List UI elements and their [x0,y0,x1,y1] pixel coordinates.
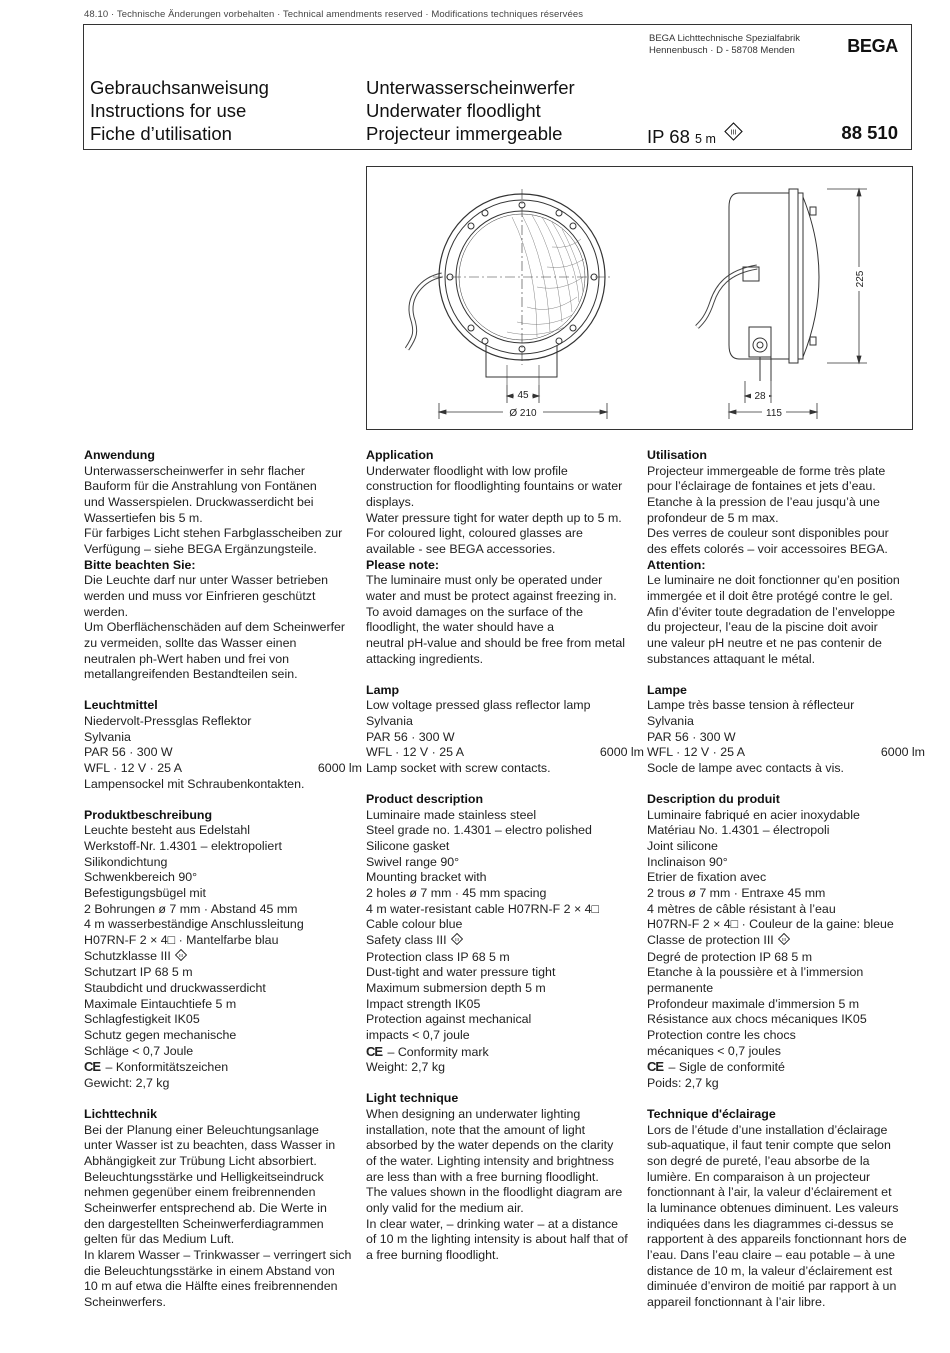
column-german [84,448,362,1311]
light-technique-text-line: unter Wasser ist zu beachten, dass Wasser in [84,1138,336,1153]
application-text-line: displays. [366,494,415,509]
application-text-line: Für farbiges Licht stehen Farbglasscheiben zur [84,526,343,541]
application-text-line: Etanche à la pression de l’eau jusqu’à une [647,494,880,509]
light-technique-text-line: only valid for the medium air. [366,1201,524,1216]
lamp-luminous-flux: 6000 lm [317,760,362,775]
product-text-line: Etrier de fixation avec [647,870,767,885]
note-text-line: neutral pH-value and should be free from metal [366,635,625,650]
front-dim-bracket: 45 [517,390,529,401]
lamp-socket-text: Socle de lampe avec contacts à vis. [647,760,844,775]
weight-text: Gewicht: 2,7 kg [84,1075,170,1090]
protection-class-text: Schutzklasse III [84,948,171,963]
light-technique-text-line: Scheinwerfer entsprechend ab. Die Werte in [84,1201,327,1216]
protection-class-iii-icon [175,949,187,966]
light-technique-heading: Light technique [366,1091,459,1106]
light-technique-text-line: appareil fonctionnant à l’air libre. [647,1294,826,1309]
product-text-line: Impact strength IK05 [366,996,481,1011]
light-technique-text-line: Abhängigkeit zur Trübung Licht absorbiert. [84,1154,317,1169]
light-technique-text-line: are less than with a free burning floodlight. [366,1169,599,1184]
application-text-line: pour l’éclairage de fontaines et jets d’eau. [647,479,876,494]
light-technique-text-line: lumière. En comparaison à un projecteur [647,1169,871,1184]
product-text-line: 2 Bohrungen ø 7 mm · Abstand 45 mm [84,901,298,916]
protection-class-text: Safety class III [366,933,447,948]
lamp-electrical-rating: WFL · 12 V · 25 A [366,745,465,760]
note-text-line: une valeur pH neutre et ne pas contenir de [647,635,882,650]
product-text-line: Protection against mechanical [366,1012,532,1027]
lamp-heading: Lampe [647,682,687,697]
lamp-text-line: Lampe très basse tension à réflecteur [647,698,855,713]
product-text-line: 4 m wasserbeständige Anschlussleitung [84,917,304,932]
product-text-line: Werkstoff-Nr. 1.4301 – elektropoliert [84,839,282,854]
application-text-line: profondeur de 5 m max. [647,510,779,525]
product-text-line: Mounting bracket with [366,870,487,885]
doc-title-de: Gebrauchsanweisung [90,77,269,98]
protection-class-line [84,949,362,966]
light-technique-text-line: In clear water, – drinking water – at a distance [366,1216,619,1231]
light-technique-text-line: 10 m auf etwa die Hälfte eines freibrennenden [84,1279,338,1294]
lamp-text-line: Sylvania [366,714,413,728]
light-technique-text-line: Bei der Planung einer Beleuchtungsanlage [84,1122,319,1137]
product-text-line: H07RN-F 2 × 4□ · Mantelfarbe blau [84,933,279,948]
product-text-line: mécaniques < 0,7 joules [647,1043,781,1058]
product-title-en: Underwater floodlight [366,100,541,121]
application-text-line: Unterwasserscheinwerfer in sehr flacher [84,463,306,478]
ce-mark-icon: CE [366,1043,383,1059]
product-text-line: Résistance aux chocs mécaniques IK05 [647,1012,867,1027]
product-titles [366,76,575,145]
ce-mark-text: – Sigle de conformité [665,1060,785,1075]
product-text-line: Schwenkbereich 90° [84,870,198,885]
product-text-line: Leuchte besteht aus Edelstahl [84,823,251,838]
ce-mark-icon: CE [647,1059,664,1075]
lamp-text-line: Sylvania [647,714,694,728]
light-technique-text-line: son degré de pureté, l’eau absorbe de la [647,1154,870,1169]
revision-note: 48.10 · Technische Änderungen vorbehalten · Technical amendments reserved · Modifications techniques réservées [84,9,584,20]
lamp-text-line: PAR 56 · 300 W [84,745,173,760]
document-header [83,24,912,150]
application-text-line: Water pressure tight for water depth up to 5 m. [366,510,622,525]
section-gap [366,667,644,683]
note-text-line: du projecteur, l’eau de la piscine doit avoir [647,620,878,635]
application-heading: Application [366,448,434,462]
light-technique-text-line: sub-aquatique, il faut tenir compte que selon [647,1138,891,1153]
note-text-line: water and must be protect against freezing in. [366,588,617,603]
lamp-luminous-flux: 6000 lm [880,745,925,760]
application-text-line: Verfügung – siehe BEGA Ergänzungsteile. [84,541,317,556]
side-dim-depth: 115 [766,408,782,419]
note-text-line: substances attaquant le métal. [647,651,816,666]
product-text-line: Silikondichtung [84,854,168,869]
ce-mark-line [84,1059,362,1076]
note-text-line: floodlight, the water should have a [366,620,555,635]
section-gap [647,667,925,683]
lamp-text-line: Niedervolt-Pressglas Reflektor [84,714,252,728]
product-text-line: Staubdicht und druckwasserdicht [84,981,266,995]
lamp-electrical-rating: WFL · 12 V · 25 A [647,745,746,760]
light-technique-heading: Lichttechnik [84,1107,157,1122]
protection-class-line [647,933,925,950]
column-english [366,448,644,1264]
product-text-line: Luminaire made stainless steel [366,807,537,822]
product-text-line: Silicone gasket [366,839,450,854]
product-text-line: Matériau No. 1.4301 – électropoli [647,823,830,838]
product-text-line: Schutz gegen mechanische [84,1027,237,1042]
svg-text:III: III [454,937,459,943]
note-text-line: neutralen ph-Wert haben und frei von [84,651,290,666]
product-text-line: Protection class IP 68 5 m [366,949,510,964]
lamp-socket-text: Lamp socket with screw contacts. [366,760,551,775]
product-text-line: 4 m water-resistant cable H07RN-F 2 × 4□ [366,901,600,916]
lamp-text-line: Sylvania [84,729,131,744]
note-heading: Please note: [366,557,439,572]
lamp-electrical-rating: WFL · 12 V · 25 A [84,760,183,775]
note-text-line: Um Oberflächenschäden auf dem Scheinwerfer [84,620,346,635]
product-text-line: Dust-tight and water pressure tight [366,965,556,980]
protection-class-line [366,933,644,950]
application-text-line: For coloured light, coloured glasses are [366,526,583,541]
product-text-line: H07RN-F 2 × 4□ · Couleur de la gaine: bleue [647,917,894,932]
product-text-line: Schutzart IP 68 5 m [84,965,193,980]
section-gap [647,1092,925,1108]
light-technique-text-line: die Beleuchtungsstärke in einem Abstand von [84,1263,335,1278]
section-gap [84,1092,362,1108]
company-address [649,33,800,57]
article-number: 88 510 [841,122,898,143]
ce-mark-text: – Konformitätszeichen [102,1060,229,1075]
product-description-heading: Description du produit [647,792,780,807]
lamp-text-line: Low voltage pressed glass reflector lamp [366,698,591,713]
application-text-line: construction for floodlighting fountains or water [366,479,623,494]
doc-title-en: Instructions for use [90,100,247,121]
product-text-line: Profondeur maximale d’immersion 5 m [647,996,860,1011]
svg-text:III: III [178,952,183,958]
note-text-line: Afin d’éviter toute degradation de l’enveloppe [647,604,895,619]
lamp-text-line: PAR 56 · 300 W [647,729,736,744]
application-text-line: Bauform für die Anstrahlung von Fontänen [84,479,317,494]
product-text-line: Maximum submersion depth 5 m [366,981,546,995]
light-technique-text-line: indiquées dans les diagrammes ci-dessus se [647,1216,894,1231]
light-technique-text-line: diminuée d’environ de moitié par rapport à un [647,1279,897,1294]
product-text-line: impacts < 0,7 joule [366,1027,470,1042]
section-gap [366,1076,644,1092]
technical-drawing [366,166,913,430]
company-location: Hennenbusch · D - 58708 Menden [649,45,795,56]
application-text-line: Projecteur immergeable de forme très plate [647,463,886,478]
side-view-drawing [697,189,819,381]
product-text-line: Swivel range 90° [366,854,460,869]
application-heading: Utilisation [647,448,707,462]
section-gap [366,777,644,793]
light-technique-heading: Technique d'éclairage [647,1107,776,1122]
light-technique-text-line: nehmen gegenüber einem freibrennenden [84,1185,316,1200]
lamp-heading: Lamp [366,682,400,697]
product-text-line: Steel grade no. 1.4301 – electro polished [366,823,592,838]
product-description-heading: Produktbeschreibung [84,807,213,822]
product-text-line: 4 mètres de câble résistant à l’eau [647,901,836,916]
company-name: BEGA Lichttechnische Spezialfabrik [649,33,801,44]
product-text-line: Befestigungsbügel mit [84,886,206,901]
product-text-line: Cable colour blue [366,917,463,932]
product-text-line: Etanche à la poussière et à l’immersion [647,965,864,980]
protection-class-iii-icon [724,122,743,146]
side-dim-height: 225 [855,270,866,288]
ip-rating [647,122,743,148]
light-technique-text-line: The values shown in the floodlight diagram are [366,1185,623,1200]
section-gap [647,777,925,793]
section-gap [84,683,362,699]
light-technique-text-line: gelten für das Medium Luft. [84,1232,235,1247]
light-technique-text-line: In klarem Wasser – Trinkwasser – verringert sich [84,1248,352,1262]
application-text-line: Wassertiefen bis 5 m. [84,510,203,525]
front-dim-diameter: Ø 210 [509,408,537,419]
application-text-line: available - see BEGA accessories. [366,541,556,556]
lamp-socket-text: Lampensockel mit Schraubenkontakten. [84,776,305,791]
lamp-rating-row [84,761,362,777]
weight-text: Poids: 2,7 kg [647,1075,719,1090]
note-text-line: Die Leuchte darf nur unter Wasser betrieben [84,573,329,588]
product-title-fr: Projecteur immergeable [366,123,563,144]
section-gap [84,792,362,808]
product-text-line: Inclinaison 90° [647,854,728,869]
product-title-de: Unterwasserscheinwerfer [366,77,575,98]
product-description-heading: Product description [366,792,484,807]
doc-title-fr: Fiche d’utilisation [90,123,232,144]
ce-mark-text: – Conformity mark [384,1044,489,1059]
application-text-line: des effets colorés – voir accessoires BEGA. [647,541,888,556]
note-text-line: immergée et il doit être protégé contre le gel. [647,588,893,603]
light-technique-text-line: of the water. Lighting intensity and brightness [366,1154,614,1169]
note-text-line: werden und muss vor Einfrieren geschützt [84,588,316,603]
light-technique-text-line: den dargestellten Scheinwerferdiagrammen [84,1216,324,1231]
ce-mark-line [647,1059,925,1076]
document-type-titles [90,76,269,145]
note-text-line: werden. [84,604,129,619]
product-text-line: Schlagfestigkeit IK05 [84,1012,200,1027]
note-text-line: Le luminaire ne doit fonctionner qu’en position [647,573,900,588]
note-text-line: The luminaire must only be operated under [366,573,603,588]
protection-class-label: III [730,129,737,137]
light-technique-text-line: installation, note that the amount of light [366,1122,586,1137]
product-text-line: Protection contre les chocs [647,1027,796,1042]
product-text-line: Luminaire fabriqué en acier inoxydable [647,807,860,822]
lamp-rating-row [647,745,925,761]
ce-mark-icon: CE [84,1059,101,1075]
light-technique-text-line: of 10 m the lighting intensity is about half that of [366,1232,628,1247]
ip-rating-value: IP 68 [647,126,690,147]
light-technique-text-line: Beleuchtungsstärke und Helligkeitseindruck [84,1169,324,1184]
ce-mark-line [366,1044,644,1061]
lamp-rating-row [366,745,644,761]
product-text-line: 2 trous ø 7 mm · Entraxe 45 mm [647,886,826,901]
light-technique-text-line: fonctionnant à l’air, la valeur d’éclairement et [647,1185,892,1200]
product-text-line: Joint silicone [647,839,718,854]
note-heading: Bitte beachten Sie: [84,557,196,572]
side-dim-bracket: 28 [754,391,766,402]
note-heading: Attention: [647,557,706,572]
protection-class-iii-icon [451,933,463,950]
brand-logo: BEGA [847,36,898,56]
column-french [647,448,925,1311]
light-technique-text-line: distance de 10 m, la valeur d’éclairement est [647,1263,893,1278]
protection-class-text: Classe de protection III [647,933,774,948]
ip-depth: 5 m [695,132,716,146]
light-technique-text-line: Lors de l’étude d’une installation d’éclairage [647,1122,888,1137]
protection-class-iii-icon [778,933,790,950]
light-technique-text-line: Scheinwerfers. [84,1294,166,1309]
front-view-drawing [407,189,611,385]
light-technique-text-line: rapportent à des appareils fonctionnant hors de [647,1232,907,1247]
product-text-line: Schläge < 0,7 Joule [84,1043,194,1058]
light-technique-text-line: absorbed by the water depends on the clarity [366,1138,614,1153]
note-text-line: attacking ingredients. [366,651,484,666]
light-technique-text-line: When designing an underwater lighting [366,1107,581,1122]
light-technique-text-line: la luminance obtenues diminuent. Les valeurs [647,1201,899,1216]
product-text-line: Maximale Eintauchtiefe 5 m [84,996,237,1011]
application-text-line: Underwater floodlight with low profile [366,463,568,478]
application-text-line: Des verres de couleur sont disponibles pour [647,526,889,541]
lamp-luminous-flux: 6000 lm [599,745,644,760]
product-text-line: permanente [647,981,714,995]
lamp-text-line: PAR 56 · 300 W [366,729,455,744]
note-text-line: To avoid damages on the surface of the [366,604,583,619]
note-text-line: metallangreifenden Bestandteilen sein. [84,667,298,682]
application-heading: Anwendung [84,448,155,462]
light-technique-text-line: a free burning floodlight. [366,1248,499,1262]
weight-text: Weight: 2,7 kg [366,1060,445,1075]
product-text-line: Degré de protection IP 68 5 m [647,949,813,964]
light-technique-text-line: l’eau. Dans l’eau claire – eau potable – à une [647,1248,895,1262]
svg-text:III: III [781,937,786,943]
product-text-line: 2 holes ø 7 mm · 45 mm spacing [366,886,547,901]
lamp-heading: Leuchtmittel [84,698,158,713]
note-text-line: zu vermeiden, sollte das Wasser einen [84,635,297,650]
application-text-line: und Wasserspielen. Druckwasserdicht bei [84,494,314,509]
